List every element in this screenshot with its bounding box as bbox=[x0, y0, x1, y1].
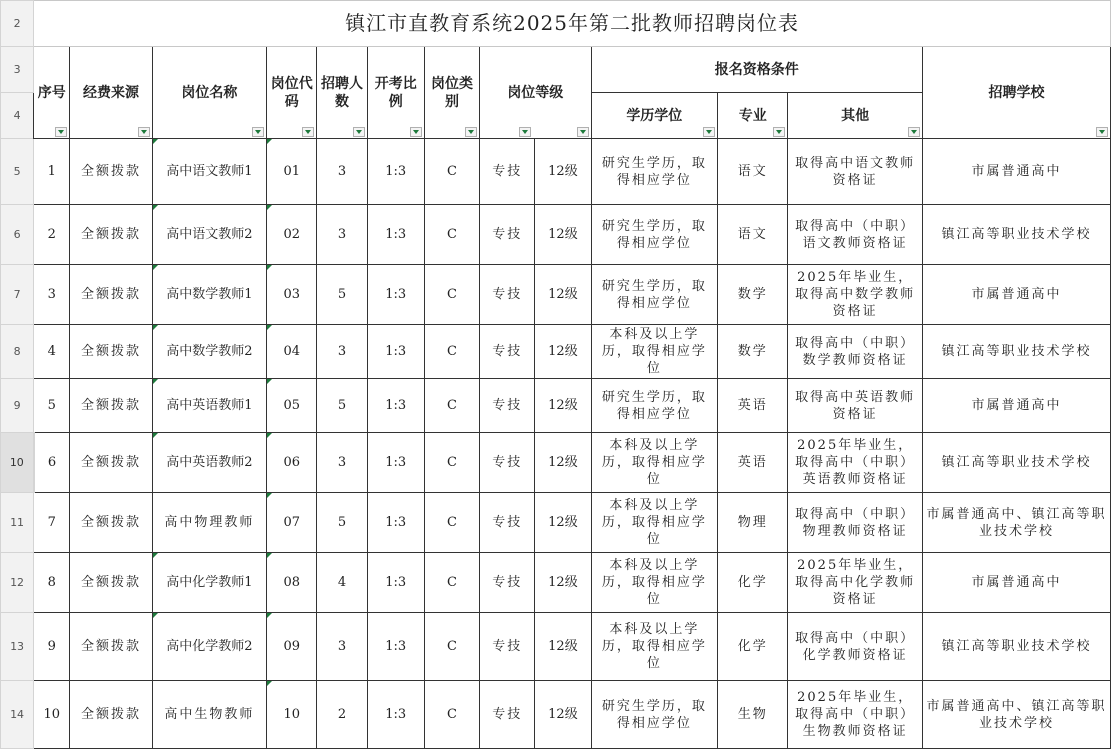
row-header-selected[interactable]: 10 bbox=[1, 433, 34, 493]
cell-other[interactable]: 2025年毕业生，取得高中（中职）英语教师资格证 bbox=[788, 433, 923, 493]
header-seq[interactable]: 序号 bbox=[34, 47, 70, 139]
cell-hire-count[interactable]: 5 bbox=[317, 379, 367, 433]
cell-education[interactable]: 研究生学历，取得相应学位 bbox=[591, 265, 718, 325]
cell-education[interactable]: 研究生学历，取得相应学位 bbox=[591, 205, 718, 265]
cell-hire-count[interactable]: 3 bbox=[317, 205, 367, 265]
cell-hire-count[interactable]: 3 bbox=[317, 613, 367, 681]
cell-school[interactable]: 市属普通高中 bbox=[922, 139, 1110, 205]
cell-hire-count[interactable]: 4 bbox=[317, 553, 367, 613]
cell-exam-ratio[interactable]: 1:3 bbox=[367, 493, 424, 553]
cell-post-name[interactable]: 高中化学教师2 bbox=[152, 613, 267, 681]
header-major[interactable]: 专业 bbox=[718, 93, 788, 139]
cell-seq[interactable]: 2 bbox=[34, 205, 70, 265]
cell-level-grade[interactable]: 12级 bbox=[535, 139, 591, 205]
cell-fund[interactable]: 全额拨款 bbox=[70, 325, 152, 379]
cell-fund[interactable]: 全额拨款 bbox=[70, 265, 152, 325]
cell-level-grade[interactable]: 12级 bbox=[535, 433, 591, 493]
row-header[interactable]: 5 bbox=[1, 139, 34, 205]
cell-school[interactable]: 镇江高等职业技术学校 bbox=[922, 613, 1110, 681]
sheet-title[interactable]: 镇江市直教育系统2025年第二批教师招聘岗位表 bbox=[34, 1, 1111, 47]
cell-post-code[interactable]: 05 bbox=[267, 379, 317, 433]
cell-post-name[interactable]: 高中数学教师1 bbox=[152, 265, 267, 325]
cell-fund[interactable]: 全额拨款 bbox=[70, 139, 152, 205]
cell-post-name[interactable]: 高中英语教师2 bbox=[152, 433, 267, 493]
cell-seq[interactable]: 4 bbox=[34, 325, 70, 379]
cell-post-name[interactable]: 高中英语教师1 bbox=[152, 379, 267, 433]
cell-hire-count[interactable]: 3 bbox=[317, 325, 367, 379]
row-header[interactable]: 4 bbox=[1, 93, 34, 139]
cell-fund[interactable]: 全额拨款 bbox=[70, 433, 152, 493]
header-post-type[interactable]: 岗位类别 bbox=[424, 47, 479, 139]
filter-dropdown-icon[interactable] bbox=[519, 127, 531, 137]
cell-level-category[interactable]: 专技 bbox=[480, 139, 535, 205]
cell-other[interactable]: 取得高中语文教师资格证 bbox=[788, 139, 923, 205]
cell-education[interactable]: 本科及以上学历，取得相应学位 bbox=[591, 553, 718, 613]
cell-level-grade[interactable]: 12级 bbox=[535, 265, 591, 325]
cell-school[interactable]: 镇江高等职业技术学校 bbox=[922, 433, 1110, 493]
filter-dropdown-icon[interactable] bbox=[1096, 127, 1108, 137]
filter-dropdown-icon[interactable] bbox=[577, 127, 589, 137]
cell-post-name[interactable]: 高中生物教师 bbox=[152, 681, 267, 749]
cell-post-code[interactable]: 07 bbox=[267, 493, 317, 553]
cell-hire-count[interactable]: 3 bbox=[317, 433, 367, 493]
cell-major[interactable]: 化学 bbox=[718, 613, 788, 681]
cell-other[interactable]: 取得高中（中职）化学教师资格证 bbox=[788, 613, 923, 681]
cell-major[interactable]: 英语 bbox=[718, 379, 788, 433]
row-header[interactable]: 14 bbox=[1, 681, 34, 749]
cell-post-type[interactable]: C bbox=[424, 613, 479, 681]
cell-post-type[interactable]: C bbox=[424, 681, 479, 749]
row-header[interactable]: 2 bbox=[1, 1, 34, 47]
cell-exam-ratio[interactable]: 1:3 bbox=[367, 205, 424, 265]
header-hire-count[interactable]: 招聘人数 bbox=[317, 47, 367, 139]
cell-post-type[interactable]: C bbox=[424, 553, 479, 613]
cell-education[interactable]: 研究生学历，取得相应学位 bbox=[591, 139, 718, 205]
filter-dropdown-icon[interactable] bbox=[252, 127, 264, 137]
cell-post-type[interactable]: C bbox=[424, 379, 479, 433]
cell-level-grade[interactable]: 12级 bbox=[535, 379, 591, 433]
row-header[interactable]: 13 bbox=[1, 613, 34, 681]
cell-other[interactable]: 2025年毕业生，取得高中数学教师资格证 bbox=[788, 265, 923, 325]
row-header[interactable]: 3 bbox=[1, 47, 34, 93]
header-other[interactable]: 其他 bbox=[788, 93, 923, 139]
cell-level-category[interactable]: 专技 bbox=[480, 681, 535, 749]
cell-education[interactable]: 本科及以上学历，取得相应学位 bbox=[591, 433, 718, 493]
row-header[interactable]: 12 bbox=[1, 553, 34, 613]
cell-exam-ratio[interactable]: 1:3 bbox=[367, 325, 424, 379]
filter-dropdown-icon[interactable] bbox=[353, 127, 365, 137]
cell-post-type[interactable]: C bbox=[424, 325, 479, 379]
cell-school[interactable]: 市属普通高中 bbox=[922, 379, 1110, 433]
cell-post-name[interactable]: 高中化学教师1 bbox=[152, 553, 267, 613]
cell-education[interactable]: 本科及以上学历，取得相应学位 bbox=[591, 325, 718, 379]
cell-post-code[interactable]: 06 bbox=[267, 433, 317, 493]
cell-level-grade[interactable]: 12级 bbox=[535, 613, 591, 681]
cell-post-name[interactable]: 高中语文教师2 bbox=[152, 205, 267, 265]
cell-seq[interactable]: 6 bbox=[34, 433, 70, 493]
cell-school[interactable]: 镇江高等职业技术学校 bbox=[922, 205, 1110, 265]
cell-school[interactable]: 市属普通高中、镇江高等职业技术学校 bbox=[922, 493, 1110, 553]
cell-level-category[interactable]: 专技 bbox=[480, 553, 535, 613]
cell-level-category[interactable]: 专技 bbox=[480, 493, 535, 553]
filter-dropdown-icon[interactable] bbox=[138, 127, 150, 137]
cell-exam-ratio[interactable]: 1:3 bbox=[367, 681, 424, 749]
header-exam-ratio[interactable]: 开考比例 bbox=[367, 47, 424, 139]
cell-level-category[interactable]: 专技 bbox=[480, 379, 535, 433]
cell-exam-ratio[interactable]: 1:3 bbox=[367, 613, 424, 681]
row-header[interactable]: 8 bbox=[1, 325, 34, 379]
cell-major[interactable]: 生物 bbox=[718, 681, 788, 749]
cell-other[interactable]: 2025年毕业生，取得高中化学教师资格证 bbox=[788, 553, 923, 613]
cell-exam-ratio[interactable]: 1:3 bbox=[367, 139, 424, 205]
cell-major[interactable]: 数学 bbox=[718, 325, 788, 379]
cell-post-name[interactable]: 高中语文教师1 bbox=[152, 139, 267, 205]
filter-dropdown-icon[interactable] bbox=[908, 127, 920, 137]
cell-hire-count[interactable]: 5 bbox=[317, 493, 367, 553]
cell-major[interactable]: 语文 bbox=[718, 139, 788, 205]
filter-dropdown-icon[interactable] bbox=[302, 127, 314, 137]
cell-post-type[interactable]: C bbox=[424, 265, 479, 325]
filter-dropdown-icon[interactable] bbox=[465, 127, 477, 137]
header-education[interactable]: 学历学位 bbox=[591, 93, 718, 139]
cell-post-name[interactable]: 高中物理教师 bbox=[152, 493, 267, 553]
cell-other[interactable]: 取得高中（中职）物理教师资格证 bbox=[788, 493, 923, 553]
cell-seq[interactable]: 10 bbox=[34, 681, 70, 749]
cell-post-code[interactable]: 03 bbox=[267, 265, 317, 325]
cell-other[interactable]: 取得高中英语教师资格证 bbox=[788, 379, 923, 433]
cell-post-code[interactable]: 08 bbox=[267, 553, 317, 613]
cell-level-category[interactable]: 专技 bbox=[480, 433, 535, 493]
cell-major[interactable]: 数学 bbox=[718, 265, 788, 325]
cell-post-code[interactable]: 01 bbox=[267, 139, 317, 205]
cell-post-name[interactable]: 高中数学教师2 bbox=[152, 325, 267, 379]
cell-post-type[interactable]: C bbox=[424, 205, 479, 265]
cell-post-type[interactable]: C bbox=[424, 139, 479, 205]
cell-other[interactable]: 2025年毕业生，取得高中（中职）生物教师资格证 bbox=[788, 681, 923, 749]
cell-level-category[interactable]: 专技 bbox=[480, 205, 535, 265]
header-post-code[interactable]: 岗位代码 bbox=[267, 47, 317, 139]
cell-exam-ratio[interactable]: 1:3 bbox=[367, 265, 424, 325]
row-header[interactable]: 7 bbox=[1, 265, 34, 325]
header-school[interactable]: 招聘学校 bbox=[922, 47, 1110, 139]
cell-post-code[interactable]: 04 bbox=[267, 325, 317, 379]
filter-dropdown-icon[interactable] bbox=[410, 127, 422, 137]
row-header[interactable]: 9 bbox=[1, 379, 34, 433]
cell-post-type[interactable]: C bbox=[424, 433, 479, 493]
filter-dropdown-icon[interactable] bbox=[55, 127, 67, 137]
cell-seq[interactable]: 5 bbox=[34, 379, 70, 433]
row-header[interactable]: 6 bbox=[1, 205, 34, 265]
cell-level-category[interactable]: 专技 bbox=[480, 325, 535, 379]
filter-dropdown-icon[interactable] bbox=[773, 127, 785, 137]
cell-exam-ratio[interactable]: 1:3 bbox=[367, 379, 424, 433]
cell-hire-count[interactable]: 3 bbox=[317, 139, 367, 205]
cell-hire-count[interactable]: 2 bbox=[317, 681, 367, 749]
cell-post-type[interactable]: C bbox=[424, 493, 479, 553]
cell-seq[interactable]: 8 bbox=[34, 553, 70, 613]
cell-level-category[interactable]: 专技 bbox=[480, 265, 535, 325]
cell-education[interactable]: 本科及以上学历，取得相应学位 bbox=[591, 613, 718, 681]
filter-dropdown-icon[interactable] bbox=[703, 127, 715, 137]
cell-level-grade[interactable]: 12级 bbox=[535, 205, 591, 265]
header-qualification[interactable]: 报名资格条件 bbox=[591, 47, 922, 93]
cell-exam-ratio[interactable]: 1:3 bbox=[367, 433, 424, 493]
cell-major[interactable]: 物理 bbox=[718, 493, 788, 553]
cell-education[interactable]: 本科及以上学历，取得相应学位 bbox=[591, 493, 718, 553]
cell-exam-ratio[interactable]: 1:3 bbox=[367, 553, 424, 613]
cell-fund[interactable]: 全额拨款 bbox=[70, 681, 152, 749]
cell-level-grade[interactable]: 12级 bbox=[535, 493, 591, 553]
cell-fund[interactable]: 全额拨款 bbox=[70, 379, 152, 433]
cell-school[interactable]: 市属普通高中 bbox=[922, 265, 1110, 325]
row-header[interactable]: 11 bbox=[1, 493, 34, 553]
cell-seq[interactable]: 3 bbox=[34, 265, 70, 325]
header-fund[interactable]: 经费来源 bbox=[70, 47, 152, 139]
cell-major[interactable]: 英语 bbox=[718, 433, 788, 493]
cell-seq[interactable]: 1 bbox=[34, 139, 70, 205]
cell-level-grade[interactable]: 12级 bbox=[535, 325, 591, 379]
cell-fund[interactable]: 全额拨款 bbox=[70, 613, 152, 681]
cell-school[interactable]: 市属普通高中 bbox=[922, 553, 1110, 613]
cell-school[interactable]: 市属普通高中、镇江高等职业技术学校 bbox=[922, 681, 1110, 749]
header-post-level[interactable]: 岗位等级 bbox=[480, 47, 591, 139]
cell-level-category[interactable]: 专技 bbox=[480, 613, 535, 681]
cell-major[interactable]: 化学 bbox=[718, 553, 788, 613]
cell-fund[interactable]: 全额拨款 bbox=[70, 205, 152, 265]
cell-seq[interactable]: 9 bbox=[34, 613, 70, 681]
cell-education[interactable]: 研究生学历，取得相应学位 bbox=[591, 681, 718, 749]
cell-level-grade[interactable]: 12级 bbox=[535, 553, 591, 613]
cell-major[interactable]: 语文 bbox=[718, 205, 788, 265]
cell-education[interactable]: 研究生学历，取得相应学位 bbox=[591, 379, 718, 433]
cell-hire-count[interactable]: 5 bbox=[317, 265, 367, 325]
cell-fund[interactable]: 全额拨款 bbox=[70, 493, 152, 553]
header-post-name[interactable]: 岗位名称 bbox=[152, 47, 267, 139]
cell-school[interactable]: 镇江高等职业技术学校 bbox=[922, 325, 1110, 379]
cell-post-code[interactable]: 09 bbox=[267, 613, 317, 681]
cell-post-code[interactable]: 02 bbox=[267, 205, 317, 265]
cell-level-grade[interactable]: 12级 bbox=[535, 681, 591, 749]
cell-post-code[interactable]: 10 bbox=[267, 681, 317, 749]
cell-fund[interactable]: 全额拨款 bbox=[70, 553, 152, 613]
cell-other[interactable]: 取得高中（中职）数学教师资格证 bbox=[788, 325, 923, 379]
cell-other[interactable]: 取得高中（中职）语文教师资格证 bbox=[788, 205, 923, 265]
cell-seq[interactable]: 7 bbox=[34, 493, 70, 553]
